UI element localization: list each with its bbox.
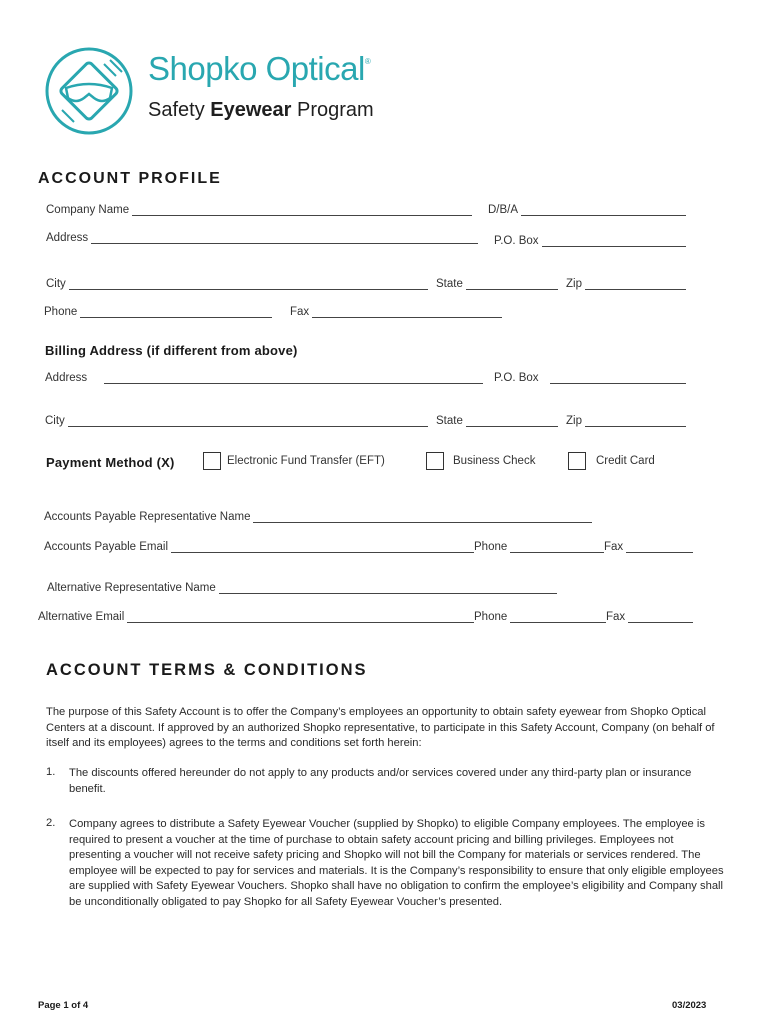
business-check-label: Business Check (453, 455, 536, 467)
ap-fax-field[interactable]: Fax (604, 541, 693, 553)
billing-state-field[interactable]: State (436, 415, 558, 427)
term-text: Company agrees to distribute a Safety Eyewear Voucher (supplied by Shopko) to eligible Company employees. The employee is required to present a voucher at the time of purchase to obtain safety account pricing and billing privileges. Employees not presenting a voucher will not receive safety pricing and Shopko will not bill the Company for materials or services rendered. The employee will be expected to pay for services and materials. It is the Company’s responsibility to ensure that only eligible employees are supplied with Safety Eyewear Vouchers. Shopko shall have no obligation to confirm the employee’s eligibility and Company shall be unconditionally obligated to pay Shopko for all Safety Eyewear Voucher’s presented. (69, 818, 724, 908)
brand-subtitle: Safety Eyewear Program (148, 99, 374, 121)
po-box-field[interactable]: P.O. Box (494, 235, 686, 247)
term-number: 2. (46, 817, 56, 829)
company-name-field[interactable]: Company Name (46, 204, 472, 216)
page-number: Page 1 of 4 (38, 1000, 89, 1011)
phone-field[interactable]: Phone (44, 306, 272, 318)
eft-label: Electronic Fund Transfer (EFT) (227, 455, 385, 467)
city-field[interactable]: City (46, 278, 428, 290)
alternative-fax-field[interactable]: Fax (606, 611, 693, 623)
billing-city-field[interactable]: City (45, 415, 428, 427)
billing-address-heading: Billing Address (if different from above) (45, 343, 298, 358)
payment-method-label: Payment Method (X) (46, 455, 175, 470)
shopko-optical-logo (44, 46, 134, 136)
billing-zip-field[interactable]: Zip (566, 415, 686, 427)
billing-address-field[interactable]: Address (45, 372, 483, 384)
address-field[interactable]: Address (46, 232, 478, 244)
account-profile-heading: ACCOUNT PROFILE (38, 170, 222, 187)
alternative-email-field[interactable]: Alternative Email (38, 611, 474, 623)
brand-name: Shopko Optical® (148, 50, 371, 87)
billing-po-box-field[interactable]: P.O. Box (494, 372, 686, 384)
ap-email-field[interactable]: Accounts Payable Email (44, 541, 474, 553)
terms-heading: ACCOUNT TERMS & CONDITIONS (46, 661, 368, 679)
business-check-checkbox[interactable] (426, 452, 444, 470)
dba-field[interactable]: D/B/A (488, 204, 686, 216)
alternative-phone-field[interactable]: Phone (474, 611, 606, 623)
terms-intro: The purpose of this Safety Account is to offer the Company’s employees an opportunity to obtain safety eyewear from Shopko Optical Centers at a discount. If approved by an authorized Shopko representative, to participate in this Safety Account, Company (on behalf of itself and its employees) agrees to the terms and conditions set forth herein: (46, 706, 715, 749)
credit-card-label: Credit Card (596, 455, 655, 467)
eft-checkbox[interactable] (203, 452, 221, 470)
credit-card-checkbox[interactable] (568, 452, 586, 470)
ap-representative-name-field[interactable]: Accounts Payable Representative Name (44, 511, 592, 523)
state-field[interactable]: State (436, 278, 558, 290)
zip-field[interactable]: Zip (566, 278, 686, 290)
alternative-representative-name-field[interactable]: Alternative Representative Name (47, 582, 557, 594)
term-text: The discounts offered hereunder do not apply to any products and/or services covered under any third-party plan or insurance benefit. (69, 767, 692, 795)
ap-phone-field[interactable]: Phone (474, 541, 604, 553)
term-number: 1. (46, 766, 56, 778)
revision-date: 03/2023 (672, 1000, 707, 1011)
fax-field[interactable]: Fax (290, 306, 502, 318)
